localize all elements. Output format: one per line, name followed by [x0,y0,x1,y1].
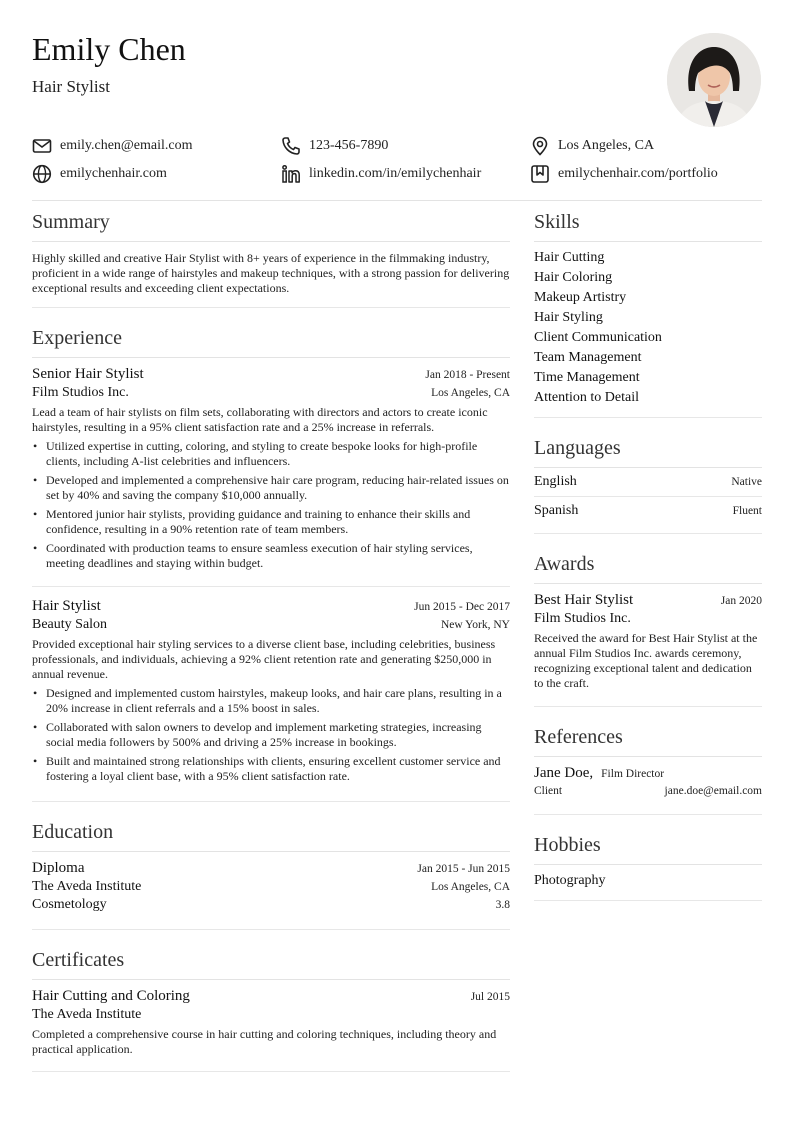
language-row [534,497,762,525]
bookmark-icon [530,164,550,184]
experience-heading: Experience [32,308,510,358]
summary-heading: Summary [32,201,510,242]
certificates-section [32,930,510,1072]
education-field: Cosmetology [32,897,107,912]
job-title: Senior Hair Stylist [32,366,144,382]
contact-portfolio-text: emilychenhair.com/portfolio [558,166,718,181]
language-name: English [534,474,577,489]
summary-text: Highly skilled and creative Hair Stylist with 8+ years of experience in the filmmaking industry, proficient in a wide range of hairstyles and makeup techniques, with a strong passion for delivering exceptional results and exceeding client expectations. [32,251,510,295]
candidate-title: Hair Stylist [32,77,110,96]
contact-phone[interactable] [281,136,388,156]
job-location: Los Angeles, CA [431,387,510,399]
linkedin-icon [281,164,301,184]
summary-section [32,201,510,308]
contact-location [530,136,654,156]
language-row [534,468,762,497]
job-dates: Jan 2018 - Present [425,369,510,381]
contact-portfolio[interactable] [530,164,718,184]
language-level: Fluent [732,505,762,517]
job-bullet: • Mentored junior hair stylists, providing guidance and training to enhance their skills and confidence, resulting in a 90% retention rate of team members. [46,507,510,537]
envelope-icon [32,136,52,156]
awards-section [534,534,762,707]
certificate-date: Jul 2015 [470,991,510,1003]
reference-name: Jane Doe, [534,765,594,781]
job-bullet: • Utilized expertise in cutting, coloring, and styling to create bespoke looks for high-profile clients, including A-list celebrities and influencers. [46,439,510,469]
certificate-description: Completed a comprehensive course in hair cutting and coloring techniques, including theory and practical application. [32,1027,497,1056]
contact-email-text: emily.chen@email.com [60,138,193,153]
experience-job-1 [32,366,510,571]
skill-item: Hair Cutting [534,250,605,265]
skill-item: Makeup Artistry [534,290,627,305]
profile-photo [667,33,761,127]
contact-linkedin-text: linkedin.com/in/emilychenhair [309,166,482,181]
contact-phone-text: 123-456-7890 [309,138,389,153]
skill-item: Attention to Detail [534,390,639,405]
contact-linkedin[interactable] [281,164,481,184]
map-pin-icon [530,136,550,156]
contact-website-text: emilychenhair.com [60,166,167,181]
job-bullet: • Collaborated with salon owners to develop and implement marketing strategies, increasing social media followers by 500% and driving a 25% increase in bookings. [46,720,510,750]
certificates-heading: Certificates [32,930,510,980]
job-bullet: • Designed and implemented custom hairstyles, makeup looks, and hair care plans, resulting in a 20% increase in client referrals and a 15% boost in sales. [46,686,510,716]
award-org: Film Studios Inc. [534,611,631,626]
experience-job-2 [32,587,510,784]
profile-photo-image [667,33,761,127]
skill-item: Hair Styling [534,310,603,325]
education-gpa: 3.8 [495,899,510,911]
skill-item: Time Management [534,370,640,385]
references-heading: References [534,707,762,757]
main-column [32,201,510,1072]
job-bullet: • Coordinated with production teams to ensure seamless execution of hair styling services, meeting deadlines and staying within budget. [46,541,510,571]
references-section [534,707,762,815]
contact-website[interactable] [32,164,167,184]
education-location: Los Angeles, CA [431,881,510,893]
education-degree: Diploma [32,860,85,876]
skill-item: Hair Coloring [534,270,613,285]
job-company: Film Studios Inc. [32,385,129,400]
award-date: Jan 2020 [720,595,762,607]
job-description: Provided exceptional hair styling services to a diverse client base, including celebrities, business professionals, and individuals, achieving a 92% client retention rate and generating $250,000 in annual revenue. [32,637,496,681]
phone-icon [281,136,301,156]
job-title: Hair Stylist [32,598,101,614]
languages-section [534,418,762,534]
languages-heading: Languages [534,418,762,468]
award-description: Received the award for Best Hair Stylist at the annual Film Studios Inc. awards ceremony, recognizing exceptional talent and dedication to the craft. [534,631,758,690]
job-location: New York, NY [440,619,510,631]
job-bullets [32,439,510,571]
job-description: Lead a team of hair stylists on film sets, collaborating with directors and actors to create iconic hairstyles, resulting in a 95% client satisfaction rate and a 25% increase in referrals. [32,405,488,434]
experience-section [32,308,510,587]
language-level: Native [731,476,762,488]
globe-icon [32,164,52,184]
education-dates: Jan 2015 - Jun 2015 [417,863,510,875]
awards-heading: Awards [534,534,762,584]
contact-email[interactable] [32,136,193,156]
contact-location-text: Los Angeles, CA [558,138,655,153]
skills-list [534,248,762,408]
education-school: The Aveda Institute [32,879,142,894]
award-title: Best Hair Stylist [534,592,634,608]
skills-section [534,201,762,418]
side-column [534,201,762,901]
hobbies-section [534,815,762,901]
job-dates: Jun 2015 - Dec 2017 [414,601,510,613]
language-name: Spanish [534,503,579,518]
job-company: Beauty Salon [32,617,108,632]
experience-job-2-block [32,587,510,802]
hobbies-heading: Hobbies [534,815,762,865]
education-heading: Education [32,802,510,852]
certificate-issuer: The Aveda Institute [32,1007,142,1022]
candidate-name: Emily Chen [32,31,186,67]
reference-relation: Client [534,785,563,797]
certificate-title: Hair Cutting and Coloring [32,988,190,1004]
job-bullets [32,686,510,784]
hobby-item: Photography [534,873,606,888]
education-section [32,802,510,930]
reference-role: Film Director [601,768,665,780]
skills-heading: Skills [534,201,762,242]
job-bullet: • Developed and implemented a comprehensive hair care program, reducing hair-related issues on set by 40% and saving the company $10,000 annually. [46,473,510,503]
job-bullet: • Built and maintained strong relationships with clients, ensuring excellent customer service and fostering a loyal client base, with a 95% client satisfaction rate. [46,754,510,784]
skill-item: Client Communication [534,330,662,345]
skill-item: Team Management [534,350,642,365]
reference-email[interactable]: jane.doe@email.com [664,785,762,797]
